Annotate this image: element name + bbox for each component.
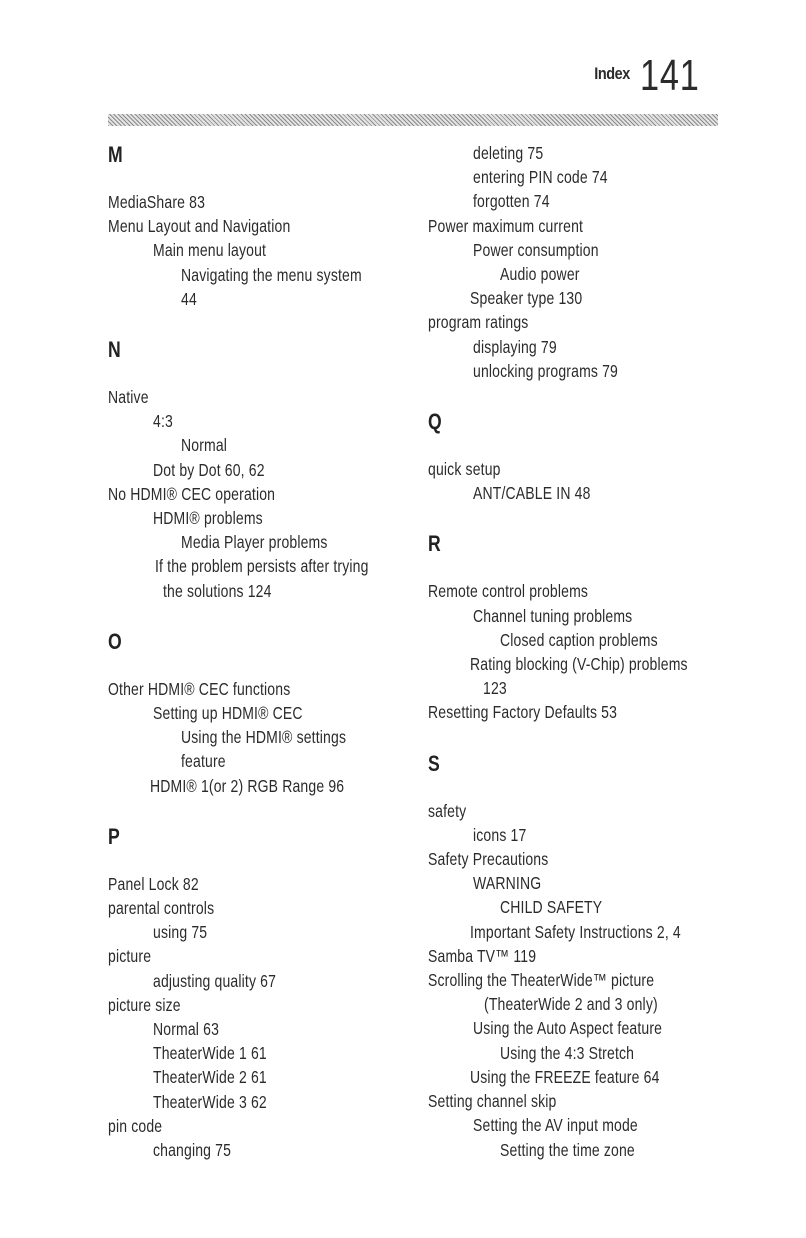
- index-subsubentry: 44: [181, 288, 197, 309]
- index-subentry: Speaker type 130: [470, 288, 583, 309]
- index-subentry: HDMI® problems: [153, 508, 263, 529]
- index-entry: program ratings: [428, 312, 529, 333]
- index-entry: safety: [428, 800, 467, 821]
- index-subentry: TheaterWide 2 61: [153, 1067, 267, 1088]
- index-subentry: Power consumption: [473, 239, 599, 260]
- section-letter-p: P: [108, 823, 120, 849]
- index-subentry: deleting 75: [473, 143, 544, 163]
- index-subentry: WARNING: [473, 873, 542, 894]
- index-entry: Safety Precautions: [428, 849, 549, 870]
- index-entry: quick setup: [428, 459, 501, 480]
- header-label: Index: [593, 64, 630, 83]
- index-subsubentry: Normal: [181, 435, 228, 456]
- index-subentry: displaying 79: [473, 336, 557, 357]
- index-subentry: Using the Auto Aspect feature: [473, 1018, 663, 1039]
- section-letter-n: N: [108, 337, 121, 363]
- index-subentry: If the problem persists after trying: [155, 556, 369, 577]
- index-entry: Power maximum current: [428, 215, 584, 236]
- index-subentry: HDMI® 1(or 2) RGB Range 96: [150, 775, 345, 796]
- index-subentry: 4:3: [153, 411, 173, 432]
- index-subsubentry: CHILD SAFETY: [500, 897, 603, 918]
- index-subsubentry: Navigating the menu system: [181, 264, 362, 285]
- index-subsubentry: Using the 4:3 Stretch: [500, 1042, 635, 1063]
- index-subentry: TheaterWide 1 61: [153, 1043, 267, 1064]
- section-letter-s: S: [428, 750, 440, 776]
- index-subentry: Main menu layout: [153, 240, 267, 261]
- index-entry: picture size: [108, 994, 181, 1015]
- index-entry: Other HDMI® CEC functions: [108, 678, 291, 699]
- section-letter-o: O: [108, 628, 122, 654]
- index-subentry: Normal 63: [153, 1019, 220, 1040]
- index-entry: Native: [108, 387, 149, 408]
- index-subsubentry: the solutions 124: [163, 580, 272, 601]
- index-subentry: Setting the AV input mode: [473, 1115, 638, 1136]
- index-subentry: Using the FREEZE feature 64: [470, 1066, 660, 1087]
- index-entry: Resetting Factory Defaults 53: [428, 702, 618, 723]
- index-subentry: using 75: [153, 922, 208, 943]
- index-entry: parental controls: [108, 898, 215, 919]
- index-subsubentry: Audio power: [500, 264, 580, 285]
- index-subentry: entering PIN code 74: [473, 167, 608, 188]
- index-subentry: adjusting quality 67: [153, 970, 277, 991]
- index-subentry: Important Safety Instructions 2, 4: [470, 921, 681, 942]
- index-entry: picture: [108, 946, 152, 967]
- section-letter-q: Q: [428, 409, 442, 435]
- index-subentry: TheaterWide 3 62: [153, 1091, 267, 1112]
- index-subsubentry: Closed caption problems: [500, 629, 658, 650]
- index-entry: No HDMI® CEC operation: [108, 483, 276, 504]
- section-letter-m: M: [108, 142, 123, 167]
- index-entry: MediaShare 83: [108, 192, 206, 212]
- running-header: [588, 51, 716, 100]
- index-subentry: unlocking programs 79: [473, 360, 618, 381]
- index-entry: Menu Layout and Navigation: [108, 216, 291, 237]
- index-subsubentry: feature: [181, 751, 226, 772]
- index-subsubentry: Media Player problems: [181, 532, 328, 553]
- index-entry: Scrolling the TheaterWide™ picture: [428, 970, 655, 991]
- index-subsubentry: Setting the time zone: [500, 1139, 635, 1160]
- index-entry: Remote control problems: [428, 581, 589, 602]
- index-entry: Panel Lock 82: [108, 873, 199, 894]
- index-column-right: [428, 141, 728, 1162]
- index-subentry: Dot by Dot 60, 62: [153, 459, 265, 480]
- index-entry: Setting channel skip: [428, 1091, 557, 1112]
- index-continuation: (TheaterWide 2 and 3 only): [484, 994, 658, 1015]
- index-subentry: forgotten 74: [473, 191, 550, 212]
- index-subsubentry: Using the HDMI® settings: [181, 727, 347, 748]
- index-subentry: Rating blocking (V-Chip) problems: [470, 654, 688, 675]
- section-letter-r: R: [428, 531, 441, 557]
- index-subentry: icons 17: [473, 824, 527, 845]
- index-entry: Samba TV™ 119: [428, 945, 537, 966]
- index-column-left: [108, 142, 408, 1162]
- header-rule-band: [108, 114, 718, 126]
- index-subentry: Setting up HDMI® CEC: [153, 703, 303, 724]
- index-subentry: ANT/CABLE IN 48: [473, 483, 591, 504]
- index-subentry: Channel tuning problems: [473, 605, 633, 626]
- index-subentry: changing 75: [153, 1140, 232, 1161]
- page-number: 141: [639, 51, 700, 100]
- index-subentry: 123: [483, 678, 507, 699]
- index-entry: pin code: [108, 1115, 163, 1136]
